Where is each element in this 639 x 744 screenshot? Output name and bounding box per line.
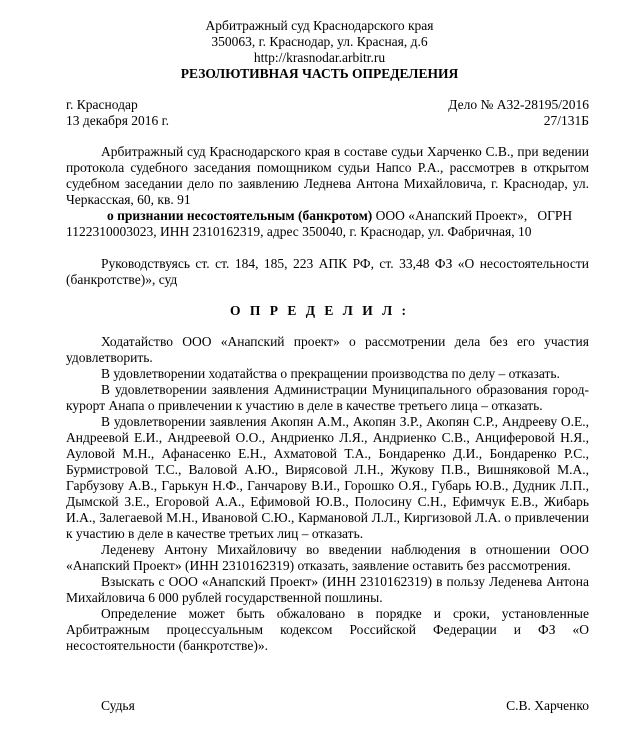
ruling-line: Дымской З.Е., Егоровой А.А., Ефимовой Ю.В., Полосину С.Н., Ефимчук Е.В., Жибарь bbox=[66, 494, 589, 509]
ruling-line: курорт Анапа о привлечении к участию в деле в качестве третьего лица – отказать. bbox=[66, 398, 543, 413]
court-name: Арбитражный суд Краснодарского края bbox=[205, 18, 434, 33]
ruling-line: Леденеву Антону Михайловичу во введении наблюдения в отношении ООО bbox=[101, 542, 589, 557]
ruling-line: Арбитражным процессуальным кодексом Российской Федерации и ФЗ «О bbox=[66, 622, 589, 637]
basis-line: (банкротстве)», суд bbox=[66, 272, 178, 287]
ruling-line: к участию в деле в качестве третьих лиц – отказать. bbox=[66, 526, 364, 541]
intro-line: Черкасская, 60, кв. 91 bbox=[66, 192, 191, 207]
judge-label: Судья bbox=[101, 698, 135, 713]
intro-line: Арбитражный суд Краснодарского края в составе судьи Харченко С.В., при ведении bbox=[101, 144, 589, 159]
ruling-heading: О П Р Е Д Е Л И Л : bbox=[229, 303, 410, 318]
ruling-line: Ауловой М.Н., Афанасенко Е.Н., Ахматовой Т.А., Бондаренко Д.И., Бондаренко Р.С., bbox=[66, 446, 589, 461]
ruling-line: Определение может быть обжаловано в порядке и сроки, установленные bbox=[101, 606, 589, 621]
case-number: Дело № А32-28195/2016 bbox=[448, 97, 589, 112]
intro-line: протокола судебного заседания помощником судьи Напсо Р.А., рассмотрев в открытом bbox=[66, 160, 589, 175]
ruling-line: удовлетворить. bbox=[66, 350, 153, 365]
ruling-line: В удовлетворении заявления Акопян А.М., Акопян З.Р., Акопян С.Р., Андрееву О.Е., bbox=[101, 414, 589, 429]
document-title: РЕЗОЛЮТИВНАЯ ЧАСТЬ ОПРЕДЕЛЕНИЯ bbox=[180, 66, 459, 81]
subject-line: 1122310003023, ИНН 2310162319, адрес 350040, г. Краснодар, ул. Фабричная, 10 bbox=[66, 224, 532, 239]
ruling-line: Взыскать с ООО «Анапский Проект» (ИНН 2310162319) в пользу Леденева Антона bbox=[101, 574, 589, 589]
ruling-line: В удовлетворении ходатайства о прекращении производства по делу – отказать. bbox=[101, 366, 560, 381]
subject-bold: о признании несостоятельным (банкротом) bbox=[107, 208, 373, 223]
ruling-line: Ходатайство ООО «Анапский проект» о рассмотрении дела без его участия bbox=[101, 334, 589, 349]
ruling-line: И.А., Залегаевой М.Н., Ивановой С.Ю., Кармановой Л.Л., Киргизовой Л.А. о привлечении bbox=[66, 510, 589, 525]
city: г. Краснодар bbox=[66, 97, 138, 112]
court-website: http://krasnodar.arbitr.ru bbox=[253, 50, 386, 65]
ruling-line: Андреевой Е.И., Андреевой О.О., Андриенко Л.Я., Андриенко С.В., Анциферовой Н.Я., bbox=[66, 430, 589, 445]
judge-name: С.В. Харченко bbox=[506, 698, 589, 713]
subject-line bbox=[107, 208, 589, 224]
ruling-line: «Анапский Проект» (ИНН 2310162319) отказать, заявление оставить без рассмотрения. bbox=[66, 558, 571, 573]
basis-line: Руководствуясь ст. ст. 184, 185, 223 АПК РФ, ст. 33,48 ФЗ «О несостоятельности bbox=[101, 256, 589, 271]
ruling-line: Бурмистровой Т.С., Валовой А.Ю., Вирясовой Л.Н., Жукову П.В., Вишняковой М.А., bbox=[66, 462, 589, 477]
court-address: 350063, г. Краснодар, ул. Красная, д.6 bbox=[211, 34, 428, 49]
ruling-line: несостоятельности (банкротстве)». bbox=[66, 638, 268, 653]
ruling-line: В удовлетворении заявления Администрации Муниципального образования город- bbox=[101, 382, 589, 397]
subject-rest: ООО «Анапский Проект», ОГРН bbox=[372, 208, 573, 223]
intro-line: судебном заседании дело по заявлению Леднева Антона Михайловича, г. Краснодар, ул. bbox=[66, 176, 589, 191]
ruling-line: Михайловича 6 000 рублей государственной пошлины. bbox=[66, 590, 383, 605]
ruling-line: Гарбузову А.В., Гарькун Н.Ф., Ганчарову В.И., Горошко О.Я., Губарь Ю.В., Дудник Л.П., bbox=[66, 478, 589, 493]
registry-number: 27/131Б bbox=[543, 113, 589, 128]
decision-date: 13 декабря 2016 г. bbox=[66, 113, 170, 128]
